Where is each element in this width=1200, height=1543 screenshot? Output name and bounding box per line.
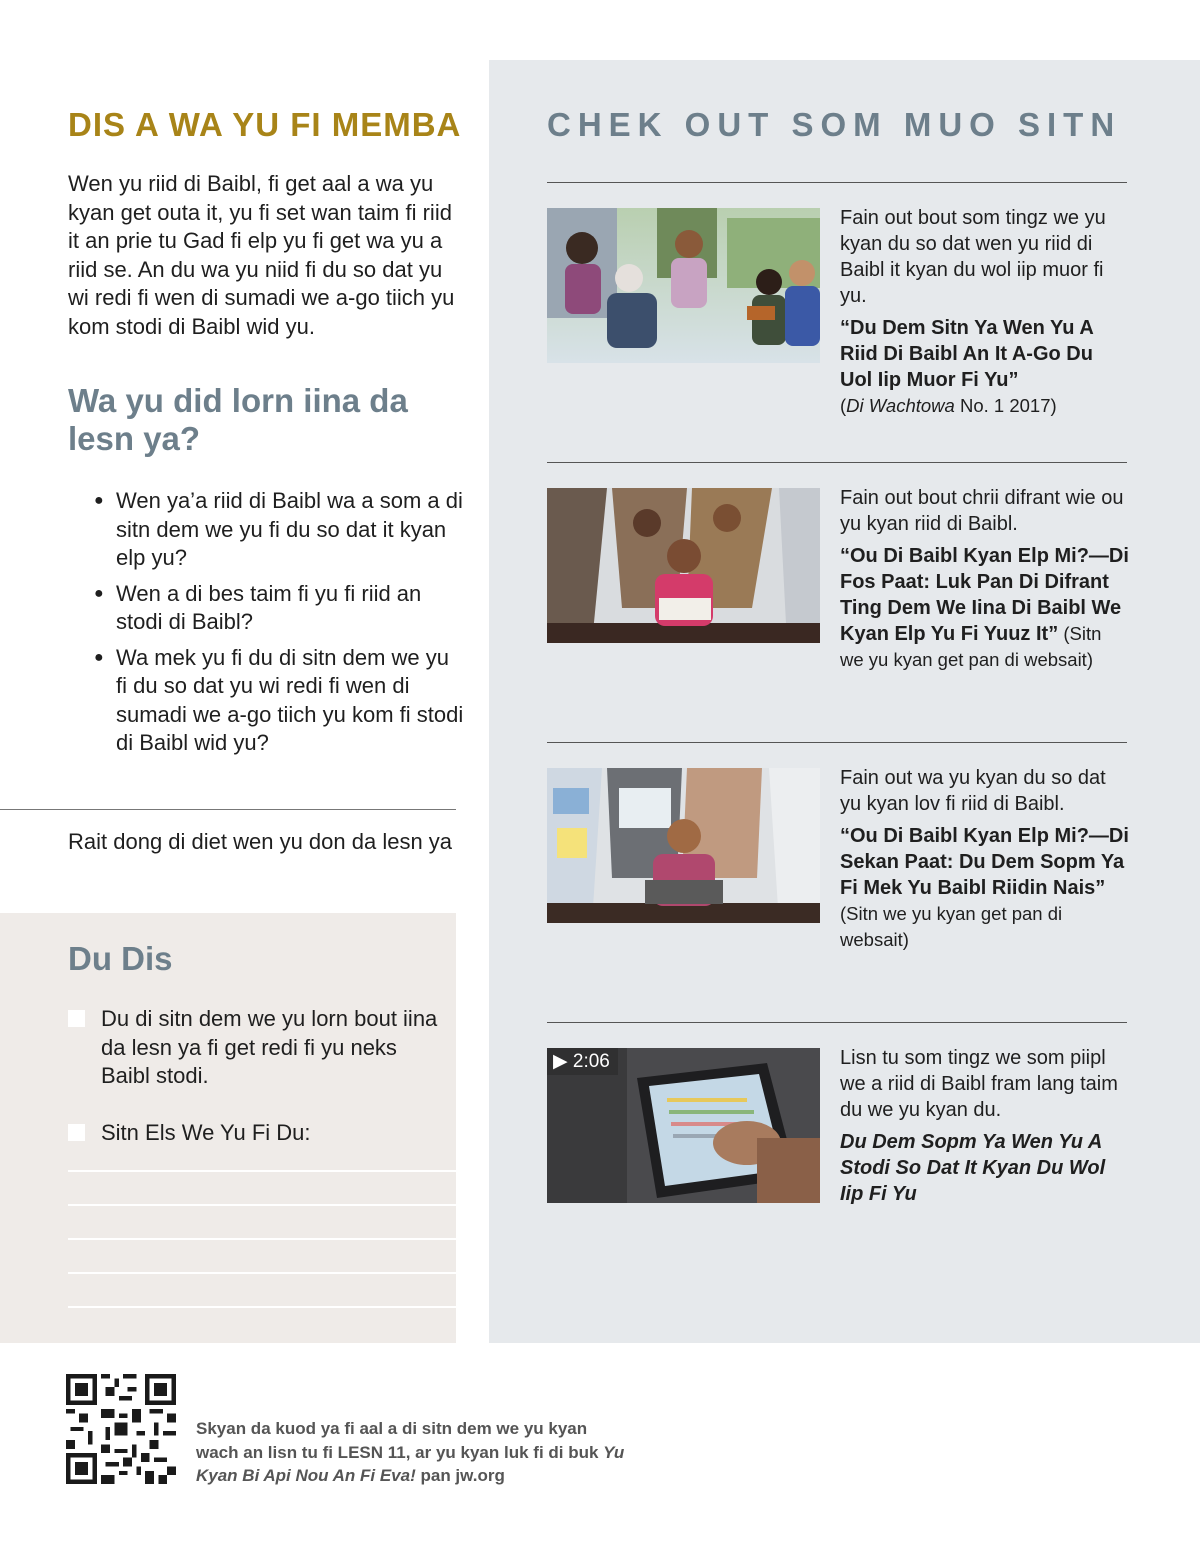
- checkbox-icon[interactable]: [68, 1010, 85, 1027]
- article-thumbnail-people-reading[interactable]: [547, 208, 820, 363]
- bullet-icon: ●: [94, 584, 104, 602]
- mark-date-label: Rait dong di diet wen yu don da lesn ya: [68, 829, 453, 854]
- article-card: Fain out bout som tingz we yu kyan du so dat wen yu riid di Baibl it kyan du wol iip muor fi yu. “Du Dem Sitn Ya Wen Yu A Riid Di Baibl An It A-Go Du Uol Iip Muor Fi Yu” (Di Wachtowa No. 1 2017): [840, 205, 1130, 419]
- video-thumbnail-tablet-study[interactable]: [547, 1048, 820, 1203]
- article-link[interactable]: “Ou Di Baibl Kyan Elp Mi?—Di Fos Paat: Luk Pan Di Difrant Ting Dem We Iina Di Baibl We Kyan Elp Yu Fi Yuuz It” (Sitn we yu kyan get pan di websait): [840, 545, 1129, 670]
- do-this-item[interactable]: Du di sitn dem we yu lorn bout iina da lesn ya fi get redi fi yu neks Baibl stodi.: [68, 1005, 448, 1091]
- review-question: ● Wa mek yu fi du di sitn dem we yu fi du so dat yu wi redi fi wen di sumadi we a-go tiich yu kom fi stodi di Baibl wid yu?: [94, 644, 464, 755]
- article-link[interactable]: “Ou Di Baibl Kyan Elp Mi?—Di Sekan Paat: Du Dem Sopm Ya Fi Mek Yu Baibl Riidin Nais” (Sitn we yu kyan get pan di websait): [840, 825, 1129, 950]
- write-line[interactable]: [68, 1170, 456, 1172]
- review-question: ● Wen ya’a riid di Baibl wa a som a di sitn dem we yu fi du so dat it kyan elp yu?: [94, 488, 463, 570]
- write-line[interactable]: [68, 1272, 456, 1274]
- video-card: Lisn tu som tingz we som piipl we a riid di Baibl fram lang taim du we yu kyan du. Du Dem Sopm Ya Wen Yu A Stodi So Dat It Kyan Du Wol Iip Fi Yu: [840, 1045, 1130, 1207]
- article-thumbnail-boy-reading[interactable]: [547, 488, 820, 643]
- video-link[interactable]: Du Dem Sopm Ya Wen Yu A Stodi So Dat It Kyan Du Wol Iip Fi Yu: [840, 1131, 1106, 1205]
- explore-more-title: CHEK OUT SOM MUO SITN: [547, 106, 1122, 143]
- qr-code-icon[interactable]: [66, 1374, 176, 1484]
- article-card: Fain out bout chrii difrant wie ou yu kyan riid di Baibl. “Ou Di Baibl Kyan Elp Mi?—Di Fos Paat: Luk Pan Di Difrant Ting Dem We Iina Di Baibl We Kyan Elp Yu Fi Yuuz It” (Sitn we yu kyan get pan di websait): [840, 485, 1130, 673]
- write-line[interactable]: [68, 1306, 456, 1308]
- divider: [547, 742, 1127, 743]
- review-heading: Wa yu did lorn iina da lesn ya?: [68, 382, 408, 457]
- review-questions-list: [94, 487, 464, 765]
- divider: [547, 1022, 1127, 1023]
- footer-note: Skyan da kuod ya fi aal a di sitn dem we yu kyan wach an lisn tu fi LESN 11, ar yu kyan luk fi di buk Yu Kyan Bi Api Nou An Fi Eva! pan jw.org: [196, 1419, 625, 1485]
- review-question: ● Wen a di bes taim fi yu fi riid an stodi di Baibl?: [94, 580, 422, 634]
- do-this-item[interactable]: Sitn Els We Yu Fi Du:: [68, 1119, 448, 1148]
- article-card: Fain out wa yu kyan du so dat yu kyan lov fi riid di Baibl. “Ou Di Baibl Kyan Elp Mi?—Di Sekan Paat: Du Dem Sopm Ya Fi Mek Yu Baibl Riidin Nais” (Sitn we yu kyan get pan di websait): [840, 765, 1130, 953]
- bullet-icon: ●: [94, 492, 104, 509]
- write-line[interactable]: [68, 1204, 456, 1206]
- article-link[interactable]: “Du Dem Sitn Ya Wen Yu A Riid Di Baibl An It A-Go Du Uol Iip Muor Fi Yu”: [840, 317, 1094, 391]
- video-duration-badge: ▶ 2:06: [547, 1048, 618, 1075]
- divider: [547, 182, 1127, 183]
- summary-body: Wen yu riid di Baibl, fi get aal a wa yu kyan get outa it, yu fi set wan taim fi riid it an prie tu Gad fi elp yu fi get wa yu a riid se. An du wa yu niid fi du so dat yu wi redi fi wen di sumadi we a-go tiich yu kom stodi di Baibl wid yu.: [68, 171, 455, 339]
- checkbox-icon[interactable]: [68, 1124, 85, 1141]
- write-line[interactable]: [68, 1238, 456, 1240]
- do-this-title: Du Dis: [68, 940, 173, 977]
- divider: [547, 462, 1127, 463]
- bullet-icon: ●: [94, 648, 104, 666]
- summary-title: DIS A WA YU FI MEMBA: [68, 106, 462, 143]
- article-thumbnail-girl-reading[interactable]: [547, 768, 820, 923]
- divider: [0, 809, 456, 810]
